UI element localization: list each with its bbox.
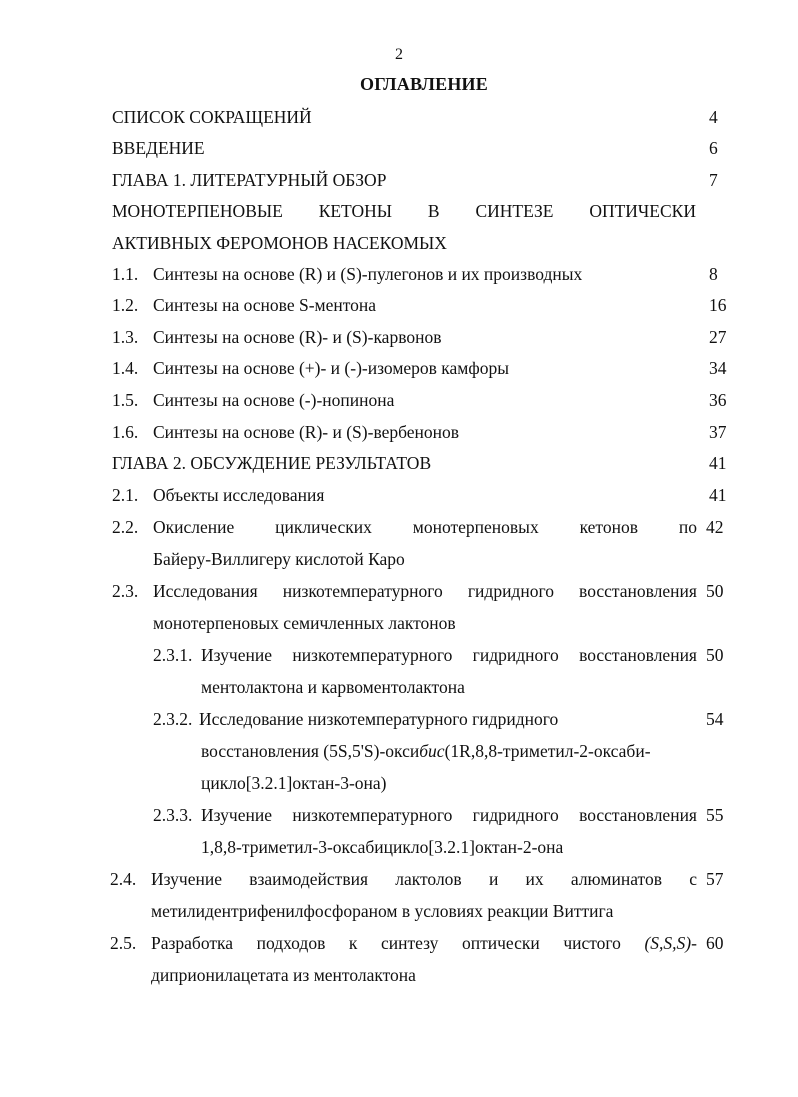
toc-section-number: 2.3.3. — [153, 805, 193, 825]
toc-page-number: 42 — [706, 517, 724, 537]
toc-page-number: 41 — [709, 453, 727, 473]
toc-entry-text: Исследование низкотемпературного гидридного — [199, 709, 559, 729]
text-run: восстановления (5S,5'S)-окси — [201, 741, 420, 761]
toc-page-number: 36 — [709, 390, 727, 410]
toc-page-number: 34 — [709, 358, 727, 378]
toc-entry-text — [153, 580, 697, 602]
toc-section-number: 1.2. — [112, 295, 139, 315]
toc-entry-text — [153, 516, 697, 538]
word: гидридного — [467, 581, 554, 601]
toc-entry-text — [201, 644, 697, 666]
toc-entry-text: СПИСОК СОКРАЩЕНИЙ — [112, 107, 312, 127]
toc-page-number: 7 — [709, 170, 718, 190]
toc-entry-text — [201, 804, 697, 826]
word: низкотемпературного — [292, 645, 453, 665]
toc-entry-text: Объекты исследования — [153, 485, 325, 505]
word: Окисление — [153, 517, 235, 537]
toc-section-number: 1.3. — [112, 327, 139, 347]
toc-section-number: 1.4. — [112, 358, 139, 378]
toc-entry-text: Синтезы на основе (-)-нопинона — [153, 390, 395, 410]
word: чистого — [563, 933, 621, 953]
toc-section-number: 1.1. — [112, 264, 139, 284]
toc-page-number: 8 — [709, 264, 718, 284]
toc-entry-continuation: цикло[3.2.1]октан-3-она) — [201, 773, 387, 793]
word: подходов — [256, 933, 326, 953]
word: к — [348, 933, 358, 953]
word: их — [525, 869, 544, 889]
toc-page-number: 41 — [709, 485, 727, 505]
word: восстановления — [579, 581, 697, 601]
italic-text-run: (S,S,S)- — [644, 933, 697, 953]
word: Исследования — [153, 581, 258, 601]
word: гидридного — [472, 645, 559, 665]
toc-entry-text: Синтезы на основе (R)- и (S)-вербенонов — [153, 422, 460, 442]
word: Изучение — [151, 869, 222, 889]
word: кетонов — [579, 517, 638, 537]
word: Разработка — [151, 933, 234, 953]
word: Изучение — [201, 805, 272, 825]
word: монотерпеновых — [412, 517, 539, 537]
toc-section-number: 2.3.2. — [153, 709, 193, 729]
toc-entry-continuation: метилидентрифенилфосфораном в условиях реакции Виттига — [151, 901, 614, 921]
toc-entry-text — [151, 932, 697, 954]
toc-entry-continuation: ментолактона и карвоментолактона — [201, 677, 465, 697]
toc-section-number: 1.6. — [112, 422, 139, 442]
toc-section-number: 2.5. — [110, 933, 137, 953]
toc-entry-text: Синтезы на основе (R)- и (S)-карвонов — [153, 327, 442, 347]
toc-section-number: 2.2. — [112, 517, 139, 537]
toc-entry-text: ГЛАВА 2. ОБСУЖДЕНИЕ РЕЗУЛЬТАТОВ — [112, 453, 432, 473]
word: низкотемпературного — [282, 581, 443, 601]
italic-word — [644, 932, 696, 954]
text-run: (1R,8,8-триметил-2-оксаби- — [444, 741, 651, 761]
toc-page-number: 27 — [709, 327, 727, 347]
toc-page-number: 57 — [706, 869, 724, 889]
toc-section-number: 1.5. — [112, 390, 139, 410]
toc-entry-continuation: монотерпеновых семичленных лактонов — [153, 613, 456, 633]
toc-page-number: 54 — [706, 709, 724, 729]
word: низкотемпературного — [292, 805, 453, 825]
toc-entry-text — [112, 200, 696, 222]
toc-page-number: 50 — [706, 581, 724, 601]
word: синтезу — [380, 933, 439, 953]
toc-entry-continuation — [201, 740, 651, 762]
word: восстановления — [579, 645, 697, 665]
toc-page-number: 6 — [709, 138, 718, 158]
word: МОНОТЕРПЕНОВЫЕ — [112, 201, 283, 221]
word: алюминатов — [570, 869, 662, 889]
italic-text-run: бис — [419, 741, 445, 761]
toc-page-number: 16 — [709, 295, 727, 315]
toc-entry-continuation: диприонилацетата из ментолактона — [151, 965, 416, 985]
toc-section-number: 2.1. — [112, 485, 139, 505]
word: гидридного — [472, 805, 559, 825]
toc-entry-text: ГЛАВА 1. ЛИТЕРАТУРНЫЙ ОБЗОР — [112, 170, 387, 190]
word: СИНТЕЗЕ — [475, 201, 554, 221]
toc-entry-text: Синтезы на основе (+)- и (-)-изомеров камфоры — [153, 358, 509, 378]
toc-page-number: 4 — [709, 107, 718, 127]
toc-entry-text — [151, 868, 697, 890]
toc-section-number: 2.3. — [112, 581, 139, 601]
page-title: ОГЛАВЛЕНИЕ — [360, 74, 488, 94]
toc-section-number: 2.4. — [110, 869, 137, 889]
toc-section-number: 2.3.1. — [153, 645, 193, 665]
toc-entry-text: Синтезы на основе (R) и (S)-пулегонов и их производных — [153, 264, 583, 284]
toc-page-number: 55 — [706, 805, 724, 825]
word: с — [689, 869, 697, 889]
word: Изучение — [201, 645, 272, 665]
toc-page-number: 37 — [709, 422, 727, 442]
toc-page-number: 60 — [706, 933, 724, 953]
word: КЕТОНЫ — [318, 201, 393, 221]
word: лактолов — [395, 869, 462, 889]
word: взаимодействия — [249, 869, 368, 889]
word: по — [678, 517, 697, 537]
toc-entry-continuation: Байеру-Виллигеру кислотой Каро — [153, 549, 405, 569]
toc-entry-text: Синтезы на основе S-ментона — [153, 295, 377, 315]
word: ОПТИЧЕСКИ — [589, 201, 696, 221]
word: циклических — [275, 517, 372, 537]
word: и — [488, 869, 499, 889]
toc-page-number: 50 — [706, 645, 724, 665]
word: оптически — [461, 933, 540, 953]
toc-entry-text: ВВЕДЕНИЕ — [112, 138, 205, 158]
word: восстановления — [579, 805, 697, 825]
toc-entry-continuation: 1,8,8-триметил-3-оксабицикло[3.2.1]октан-2-она — [201, 837, 564, 857]
word: В — [427, 201, 440, 221]
toc-entry-continuation: АКТИВНЫХ ФЕРОМОНОВ НАСЕКОМЫХ — [112, 233, 447, 253]
page-number: 2 — [395, 46, 403, 63]
